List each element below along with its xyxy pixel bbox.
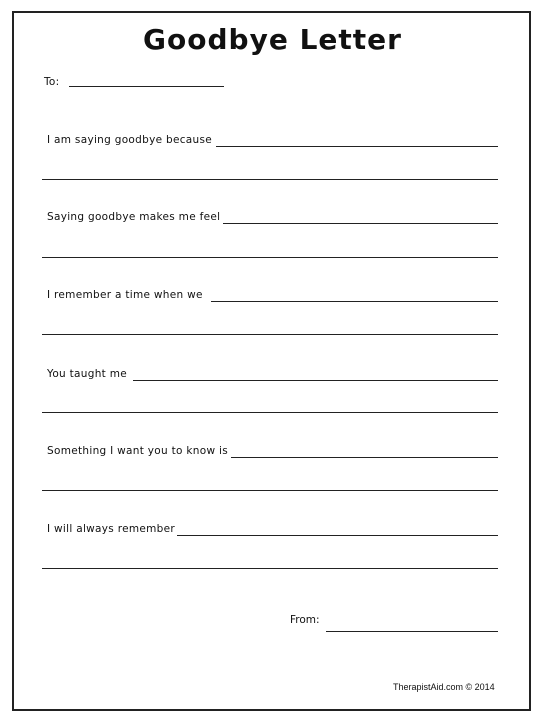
to-label: To:: [44, 76, 60, 88]
prompt-label-you-taught-me: You taught me: [47, 368, 128, 380]
prompt-label-want-you-to-know: Something I want you to know is: [47, 445, 228, 457]
answer-line-goodbye-because[interactable]: [216, 146, 498, 147]
answer-line-always-remember-2[interactable]: [42, 568, 498, 569]
worksheet-frame: [12, 11, 531, 711]
prompt-label-always-remember: I will always remember: [47, 523, 176, 535]
answer-line-remember-a-time-2[interactable]: [42, 334, 498, 335]
from-field[interactable]: [326, 631, 498, 632]
answer-line-remember-a-time[interactable]: [211, 301, 498, 302]
answer-line-want-you-to-know[interactable]: [231, 457, 498, 458]
answer-line-want-you-to-know-2[interactable]: [42, 490, 498, 491]
prompt-label-remember-a-time: I remember a time when we: [47, 289, 203, 301]
copyright-footer: TherapistAid.com © 2014: [393, 682, 495, 692]
page-title: Goodbye Letter: [143, 23, 402, 56]
answer-line-you-taught-me[interactable]: [133, 380, 498, 381]
prompt-label-goodbye-because: I am saying goodbye because: [47, 134, 212, 146]
answer-line-makes-me-feel[interactable]: [223, 223, 498, 224]
answer-line-goodbye-because-2[interactable]: [42, 179, 498, 180]
from-label: From:: [290, 614, 320, 626]
prompt-label-makes-me-feel: Saying goodbye makes me feel: [47, 211, 221, 223]
to-field[interactable]: [69, 86, 224, 87]
answer-line-always-remember[interactable]: [177, 535, 498, 536]
answer-line-makes-me-feel-2[interactable]: [42, 257, 498, 258]
answer-line-you-taught-me-2[interactable]: [42, 412, 498, 413]
